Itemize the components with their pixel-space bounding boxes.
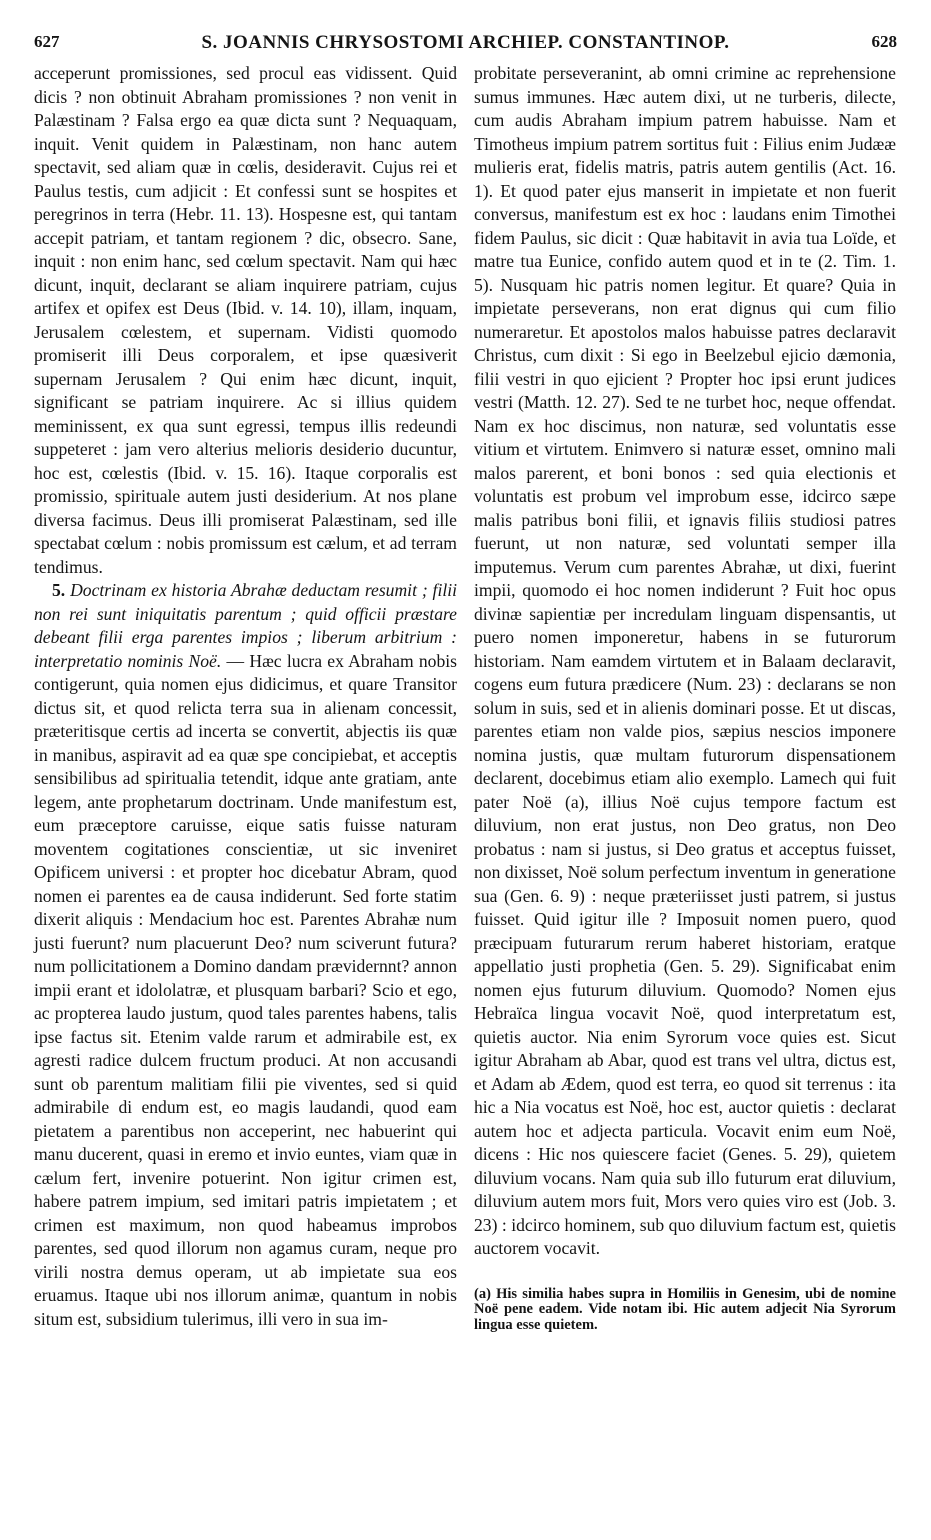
paragraph-right: probitate perseveranint, ab omni crimine ac reprehensione sumus immunes. Hæc autem dixi, ut ne turberis, dilecte, cum audis Abraham impium patrem habuisse. Nam et Timotheus impium patrem sortitus fuit : Filius enim Judææ mulieris erat, fidelis matris, patris autem gentilis (Act. 16. 1). Et quod pater ejus manserit in impietate et non fuerit conversus, manifestum est ex hoc : laudans enim Timothei fidem Paulus, sic dicit : Quæ habitavit in avia tua Loïde, et matre tua Eunice, confido autem quod et in te (2. Tim. 1. 5). Nusquam hic patris nomen legitur. Et quare? Quia in impietate perseverans, non erat dignus qui cum filio numeraretur. Et apostolos malos habuisse patres declaravit Christus, cum dixit : Si ego in Beelzebul ejicio dæmonia, filii vestri in quo ejicient ? Propter hoc ipsi erunt judices vestri (Matth. 12. 27). Sed te ne turbet hoc, neque offendat. Nam ex hoc discimus, non naturæ, sed voluntatis esse vitium et virtutem. Enimvero si naturæ esset, omnino mali malos parerent, et boni bonos : sed quia electionis et voluntatis est probum vel improbum esse, idcirco sæpe malis patribus boni filii, et ignavis filiis studiosi patres fuerunt, ut non naturæ, sed voluntati semper illa imputemus. Verum cum parentes Abrahæ, ut dixi, fuerint impii, quomodo ei hoc nomen indiderunt ? Fuit hoc opus divinæ sapientiæ per incredulam linguam dispensantis, ut puero nomen imponeretur, habens in se futurorum historiam. Nam eamdem virtutem et in Balaam declaravit, cogens eum futura prædicere (Num. 23) : declarans se non solum in suis, sed et in alienis dominari posse. Et ut discas, parentes etiam non valde pios, sæpius nescios imponere nomina justis, quæ multam futurorum dispensationem declarent, docebimus etiam alio exemplo. Lamech qui fuit pater Noë (a), illius Noë cujus tempore factum est diluvium, non erat justus, non Deo gratus, non Deo probatus : nam si justus, si Deo gratus et acceptus fuisset, non dixisset, Noë solum perfectum inventum in generatione sua (Gen. 6. 9) : neque præteriisset justi patrem, si justus fuisset. Quid igitur ille ? Imposuit nomen puero, quod præcipuam futurarum rerum haberet historiam, eratque appellatio justi prophetia (Gen. 5. 29). Significabat enim nomen ejus futurum diluvium. Quomodo? Nomen ejus Hebraïca lingua vocavit Noë, quod interpretatum est, quietis auctor. Nia enim Syrorum voce quies est. Sicut igitur Abraham ab Abar, quod est trans vel ultra, dictus est, et Adam ab Ædem, quod est terra, eo quod sit terrenus : ita hic a Nia vocatus est Noë, hoc est, auctor quietis : declarat autem hoc et adjecta particula. Vocavit enim eum Noë, dicens : Hic nos quiescere faciet (Genes. 5. 29), quietem diluvium vocans. Nam quia sub illo futurum erat diluvium, diluvium autem mors fuit, Mors vero quies viro est (Job. 3. 23) : idcirco hominem, sub quo diluvium factum est, quietis auctorem vocavit.: [474, 63, 896, 1258]
right-column: [474, 62, 896, 1333]
section-body: — Hæc lucra ex Abraham nobis contigerunt, quia nomen ejus didicimus, et quare Transitor dictus sit, et quod relicta terra sua in alienam concessit, præteritisque certis ad incerta se convertit, abjectis iis quæ in manibus, aspiravit ad ea quæ spe concipiebat, et acceptis sensibilibus ad spiritualia tetendit, idque ante gratiam, ante legem, ante prophetarum doctrinam. Unde manifestum est, eum præceptore caruisse, eique satis fuisse naturam moventem cogitationes conscientiæ, ut sic inveniret Opificem universi : et propter hoc dicebatur Abram, quod nomen ei parentes ea de causa indiderunt. Sed forte statim dixerit aliquis : Mendacium hoc est. Parentes Abrahæ num justi fuerunt? num placuerunt Deo? num sciverunt futura? num pollicitationem a Domino dandam prævidernnt? annon impii erant et idololatræ, et plusquam barbari? Scio et ego, ac propterea laudo justum, quod tales parentes habens, talis ipse factus sit. Etenim valde rarum et admirabile est, ex agresti radice dulcem fructum produci. At non accusandi sunt ob parentum malitiam filii pie viventes, sed si quid admirabile di endum est, eo magis laudandi, quod eam pietatem a parentibus non acceperint, nec habuerint qui manu ducerent, quasi in eremo et invio euntes, viam quæ in cælum fert, invenire potuerint. Non igitur crimen est, habere patrem impium, sed imitari patris impietatem ; et crimen est maximum, non quod habeamus improbos parentes, sed quod illorum non agamus curam, neque pro virili nostra demus operam, ut ab impietate sua eos eruamus. Itaque ubi nos illorum animæ, quantum in nobis situm est, subsidium tulerimus, illi vero in sua im-: [34, 650, 458, 1329]
page-number-right: 628: [871, 32, 897, 51]
section-number: 5.: [52, 580, 66, 600]
section-heading: [34, 579, 457, 1331]
paragraph-continuation: acceperunt promissiones, sed procul eas vidissent. Quid dicis ? non obtinuit Abraham promissiones ? non venit in Palæstinam ? Falsa ergo ea quæ dicta sunt ? Nequaquam, inquit. Venit quidem in Palæstinam, non hanc autem spectavit, sed aliam quæ in cœlis, desideravit. Cujus rei et Paulus testis, cum adjicit : Et confessi sunt se hospites et peregrinos in terra (Hebr. 11. 13). Hospesne est, qui tantam accepit patriam, et tantam regionem ? dic, obsecro. Sane, inquit : non enim hanc, sed cœlum spectavit. Nam qui hæc dicunt, inquit, declarant se aliam inquirere patriam, cujus artifex et opifex est Deus (Ibid. v. 14. 10), illam, inquam, Jerusalem cœlestem, et supernam. Vidisti quomodo promiserit illi Deus corporalem, et ipse quæsiverit supernam Jerusalem ? Qui enim hæc dicunt, inquit, significant se patriam inquirere. Ac si illius quidem meminissent, ex qua sunt egressi, tempus illis redeundi suppeteret : jam vero alterius melioris desiderio ducuntur, hoc est, cœlestis (Ibid. v. 15. 16). Itaque corporalis est promissio, spirituale autem justi desiderium. At nos plane diversa facimus. Deus illi promiserat Palæstinam, sed ille spectabat cœlum : nobis promissum est cælum, et ad terram tendimus.: [34, 63, 457, 577]
section-summary: Doctrinam ex historia Abrahæ deductam resumit ; filii non rei sunt iniquitatis parentum ; quid officii præstare debeant filii erga parentes impios ; liberum arbitrium : interpretatio nominis Noë.: [34, 580, 457, 671]
footnote: (a) His similia habes supra in Homiliis in Genesim, ubi de nomine Noë pene eadem. Vide notam ibi. Hic autem adjecit Nia Syrorum lingua esse quietem.: [474, 1285, 896, 1333]
page-number-left: 627: [34, 32, 60, 51]
running-header: [30, 24, 901, 58]
left-column: [34, 62, 457, 1331]
running-title: S. JOANNIS CHRYSOSTOMI ARCHIEP. CONSTANTINOP.: [201, 32, 730, 53]
